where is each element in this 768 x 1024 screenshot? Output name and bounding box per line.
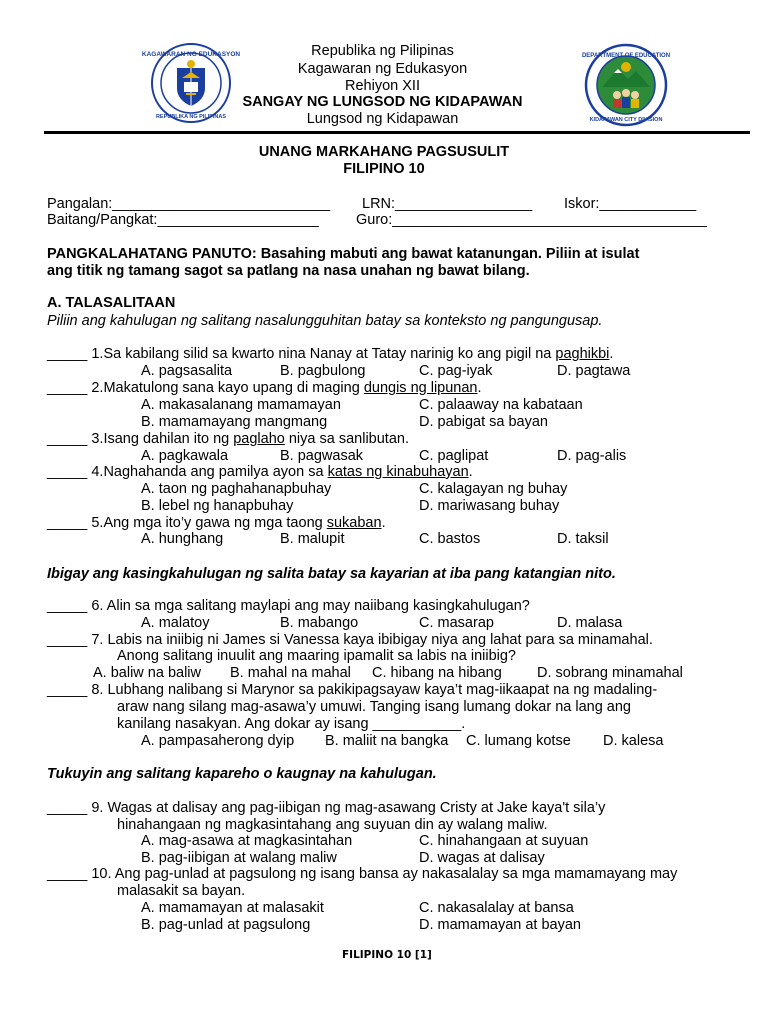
q10-choice-a: A. mamamayan at malasakit — [141, 900, 324, 916]
question-5 — [47, 515, 386, 531]
svg-text:DEPARTMENT OF EDUCATION: DEPARTMENT OF EDUCATION — [581, 53, 671, 59]
q4-choice-c: C. kalagayan ng buhay — [419, 481, 568, 497]
q6-choice-b: B. mabango — [280, 615, 359, 631]
q2-choice-c: C. palaaway na kabataan — [419, 397, 583, 413]
question-3 — [47, 431, 409, 447]
q8-choice-c: C. lumang kotse — [466, 733, 571, 749]
q3-choice-b: B. pagwasak — [280, 448, 364, 464]
question-4-end: . — [468, 464, 473, 480]
question-9-cont: hinahangaan ng magkasintahang ang suyuan din ay walang maliw. — [117, 817, 548, 833]
panuto-line2: ang titik ng tamang sagot sa patlang na nasa unahan ng bawat bilang. — [47, 263, 530, 279]
header-divider — [44, 131, 750, 134]
exam-title: UNANG MARKAHANG PAGSUSULIT — [258, 144, 510, 160]
q9-choice-c: C. hinahangaan at suyuan — [419, 833, 589, 849]
question-9: _____ 9. Wagas at dalisay ang pag-iibigan ng mag-asawang Cristy at Jake kaya't sila’y — [47, 800, 606, 816]
q8-choice-a: A. pampasaherong dyip — [141, 733, 295, 749]
question-10: _____ 10. Ang pag-unlad at pagsulong ng isang bansa ay nakasalalay sa mga mamamayang may — [47, 866, 678, 882]
q5-choice-b: B. malupit — [280, 531, 345, 547]
svg-text:KAGAWARAN NG EDUKASYON: KAGAWARAN NG EDUKASYON — [141, 51, 241, 58]
q9-choice-a: A. mag-asawa at magkasintahan — [141, 833, 353, 849]
iskor-field[interactable]: Iskor:____________ — [564, 196, 697, 212]
q6-choice-a: A. malatoy — [141, 615, 210, 631]
q2-choice-d: D. pabigat sa bayan — [419, 414, 548, 430]
q9-choice-d: D. wagas at dalisay — [419, 850, 545, 866]
question-7: _____ 7. Labis na iniibig ni James si Vanessa kaya ibibigay niya ang lahat para sa minamahal. — [47, 632, 653, 648]
q2-choice-b: B. mamamayang mangmang — [141, 414, 328, 430]
question-3-end: niya sa sanlibutan. — [284, 431, 409, 447]
q1-choice-a: A. pagsasalita — [141, 363, 233, 379]
q5-choice-c: C. bastos — [419, 531, 481, 547]
section-a-title: A. TALASALITAAN — [47, 295, 176, 311]
q1-choice-b: B. pagbulong — [280, 363, 366, 379]
header-region: Rehiyon XII — [345, 78, 420, 94]
question-4-underlined: katas ng kinabuhayan — [327, 464, 469, 480]
question-5-end: . — [381, 515, 386, 531]
section-b-instruction: Ibigay ang kasingkahulugan ng salita batay sa kayarian at iba pang katangian nito. — [47, 566, 616, 582]
q7-choice-a: A. baliw na baliw — [93, 665, 201, 681]
svg-text:REPUBLIKA NG PILIPINAS: REPUBLIKA NG PILIPINAS — [155, 114, 227, 120]
q7-choice-d: D. sobrang minamahal — [537, 665, 683, 681]
panuto-line1: PANGKALAHATANG PANUTO: Basahing mabuti ang bawat katanungan. Piliin at isulat — [47, 246, 640, 262]
q4-choice-b: B. lebel ng hanapbuhay — [141, 498, 294, 514]
question-5-underlined: sukaban — [326, 515, 382, 531]
section-a-instruction: Piliin ang kahulugan ng salitang nasalungguhitan batay sa konteksto ng pangungusap. — [47, 313, 603, 329]
q5-choice-d: D. taksil — [557, 531, 609, 547]
header-department: Kagawaran ng Edukasyon — [297, 61, 468, 77]
svg-text:KIDAPAWAN CITY DIVISION: KIDAPAWAN CITY DIVISION — [589, 117, 663, 123]
question-6: _____ 6. Alin sa mga salitang maylapi ang may naiibang kasingkahulugan? — [47, 598, 530, 614]
q7-choice-b: B. mahal na mahal — [230, 665, 351, 681]
pangalan-field[interactable]: Pangalan:___________________________ — [47, 196, 331, 212]
question-5-text: _____ 5.Ang mga ito’y gawa ng mga taong — [47, 515, 327, 531]
q4-choice-d: D. mariwasang buhay — [419, 498, 560, 514]
header-republic: Republika ng Pilipinas — [311, 43, 454, 59]
q3-choice-a: A. pagkawala — [141, 448, 229, 464]
header-city: Lungsod ng Kidapawan — [306, 111, 459, 127]
q3-choice-d: D. pag-alis — [557, 448, 627, 464]
question-2-end: . — [477, 380, 482, 396]
question-3-text: _____ 3.Isang dahilan ito ng — [47, 431, 234, 447]
q10-choice-b: B. pag-unlad at pagsulong — [141, 917, 311, 933]
q6-choice-d: D. malasa — [557, 615, 623, 631]
question-4-text: _____ 4.Naghahanda ang pamilya ayon sa — [47, 464, 328, 480]
header-division: SANGAY NG LUNGSOD NG KIDAPAWAN — [242, 94, 523, 110]
question-1-underlined: paghikbi — [555, 346, 610, 362]
question-1-end: . — [609, 346, 614, 362]
q8-choice-b: B. maliit na bangka — [325, 733, 449, 749]
question-8-cont-1: araw nang silang mag-asawa’y umuwi. Tanging isang lumang dokar na lang ang — [117, 699, 631, 715]
question-2-text: _____ 2.Makatulong sana kayo upang di maging — [47, 380, 364, 396]
guro-field[interactable]: Guro:_______________________________________ — [356, 212, 707, 228]
question-1 — [47, 346, 613, 362]
section-c-instruction: Tukuyin ang salitang kapareho o kaugnay na kahulugan. — [47, 766, 437, 782]
question-8-cont-2: kanilang nasakyan. Ang dokar ay isang ___________. — [117, 716, 466, 732]
q5-choice-a: A. hunghang — [141, 531, 224, 547]
question-1-text: _____ 1.Sa kabilang silid sa kwarto nina Nanay at Tatay narinig ko ang pigil na — [47, 346, 556, 362]
question-7-cont: Anong salitang inuulit ang maaring ipamalit sa labis na iniibig? — [117, 648, 516, 664]
q4-choice-a: A. taon ng paghahanapbuhay — [141, 481, 332, 497]
question-3-underlined: paglaho — [233, 431, 285, 447]
division-seal-logo — [581, 43, 671, 127]
q6-choice-c: C. masarap — [419, 615, 494, 631]
question-2-underlined: dungis ng lipunan — [363, 380, 478, 396]
baitang-field[interactable]: Baitang/Pangkat:____________________ — [47, 212, 319, 228]
page-footer: FILIPINO 10 [1] — [342, 949, 432, 961]
exam-subject: FILIPINO 10 — [343, 161, 425, 177]
q2-choice-a: A. makasalanang mamamayan — [141, 397, 341, 413]
q1-choice-d: D. pagtawa — [557, 363, 631, 379]
q7-choice-c: C. hibang na hibang — [372, 665, 502, 681]
q3-choice-c: C. paglipat — [419, 448, 489, 464]
q10-choice-d: D. mamamayan at bayan — [419, 917, 581, 933]
question-8: _____ 8. Lubhang nalibang si Marynor sa pakikipagsayaw kaya’t mag-iikaapat na ng madaling- — [47, 682, 658, 698]
question-2 — [47, 380, 482, 396]
question-4 — [47, 464, 473, 480]
q10-choice-c: C. nakasalalay at bansa — [419, 900, 574, 916]
q1-choice-c: C. pag-iyak — [419, 363, 493, 379]
lrn-field[interactable]: LRN:_________________ — [362, 196, 533, 212]
q8-choice-d: D. kalesa — [603, 733, 664, 749]
question-10-cont: malasakit sa bayan. — [117, 883, 246, 899]
q9-choice-b: B. pag-iibigan at walang maliw — [141, 850, 337, 866]
